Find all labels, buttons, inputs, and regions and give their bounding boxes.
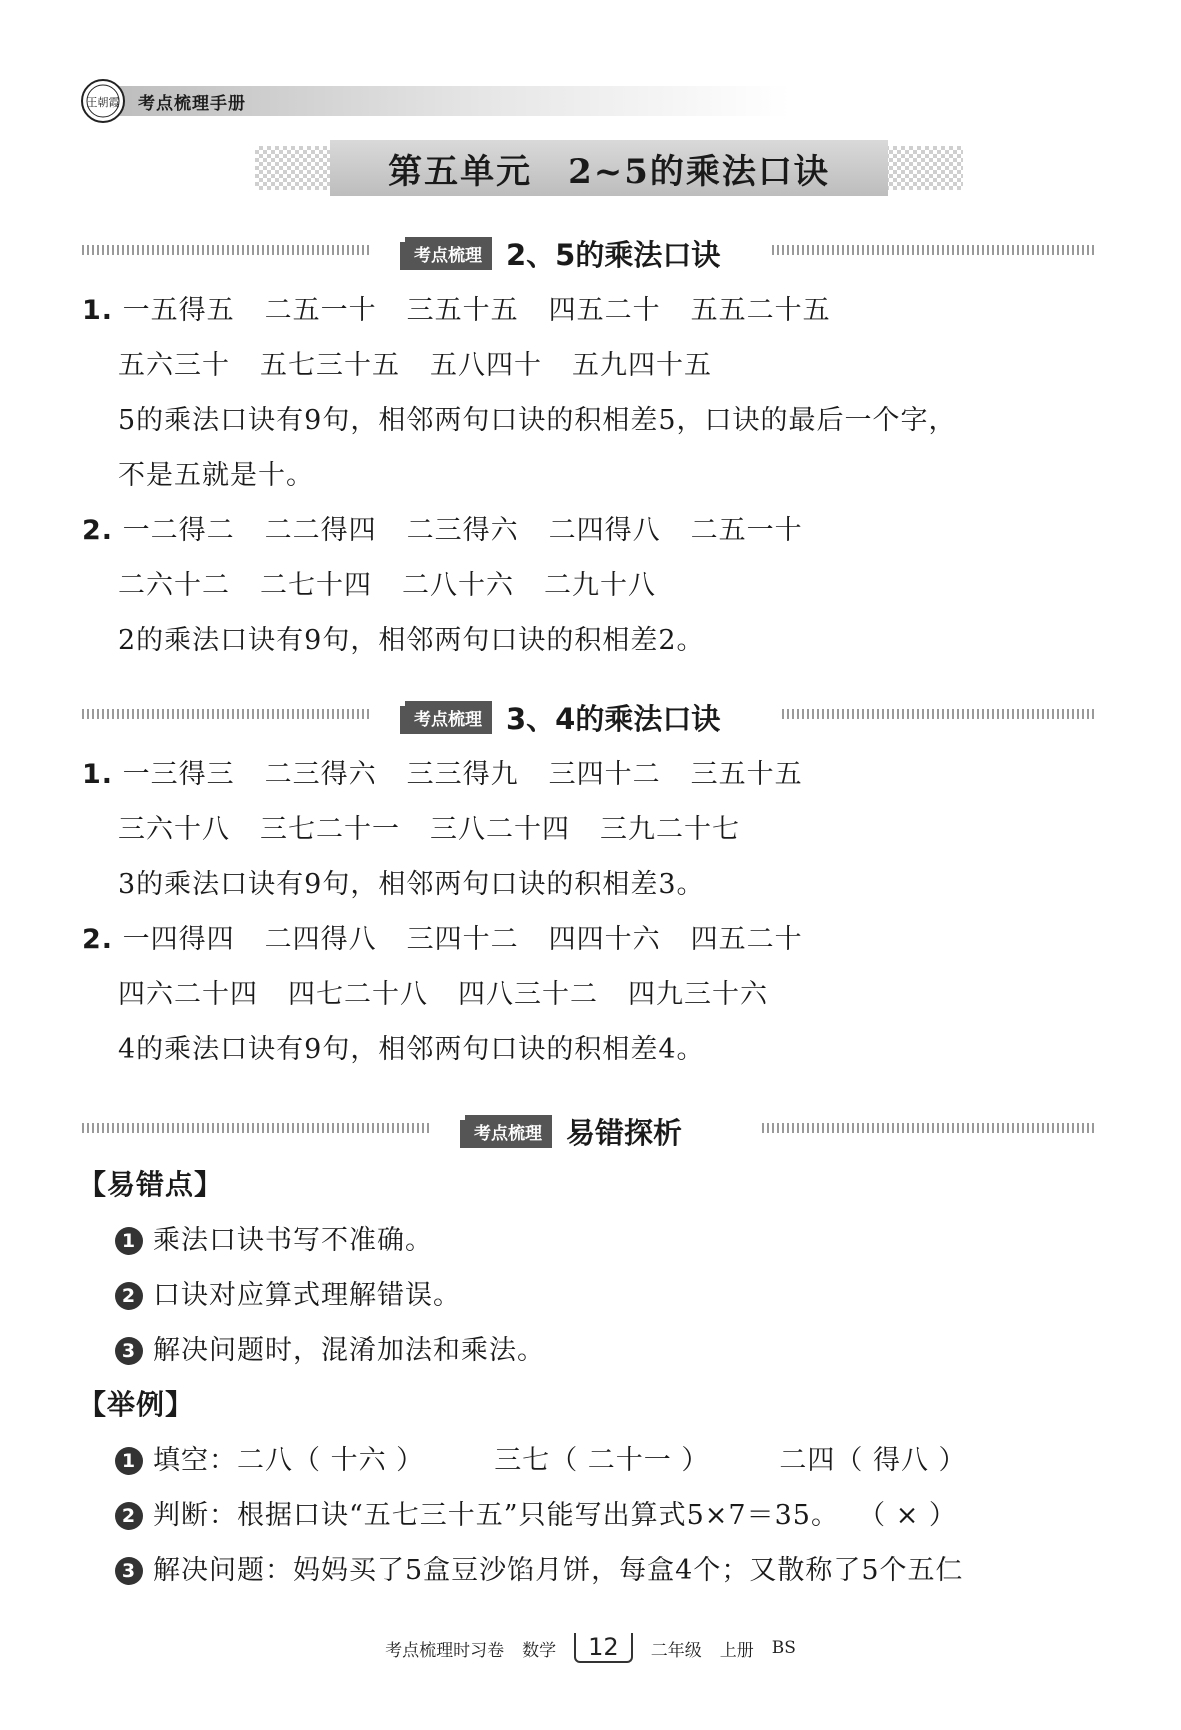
dotted-rule bbox=[782, 709, 1096, 719]
examples-heading: 【举例】 bbox=[78, 1388, 195, 1421]
error-point-text: 解决问题时，混淆加法和乘法。 bbox=[153, 1335, 545, 1366]
rhyme-row bbox=[82, 752, 833, 791]
circled-number: 3 bbox=[115, 1337, 143, 1365]
circled-number: 2 bbox=[115, 1502, 143, 1530]
footer-book: 考点梳理时习卷 bbox=[385, 1640, 505, 1661]
item-number: 1. bbox=[82, 295, 114, 326]
rhyme-row bbox=[118, 343, 742, 382]
example-prefix: 填空： bbox=[153, 1445, 237, 1476]
section-title: 2、5的乘法口诀 bbox=[506, 238, 721, 272]
rhyme: 四八三十二 bbox=[458, 979, 598, 1010]
dotted-rule bbox=[762, 1123, 1096, 1133]
item-number: 1. bbox=[82, 759, 114, 790]
rhyme: 五八四十 bbox=[430, 350, 542, 381]
rule-note: 3的乘法口诀有9句，相邻两句口诀的积相差3。 bbox=[118, 869, 705, 900]
question: 二八 bbox=[237, 1445, 293, 1476]
error-points-heading: 【易错点】 bbox=[78, 1168, 224, 1201]
rhyme: 一四得四 bbox=[122, 924, 235, 955]
circled-number: 1 bbox=[115, 1447, 143, 1475]
rhyme: 三四十二 bbox=[548, 759, 661, 790]
dotted-rule bbox=[82, 1123, 432, 1133]
footer-edition: BS bbox=[771, 1638, 796, 1658]
header-label: 考点梳理手册 bbox=[138, 94, 246, 114]
page-number: 12 bbox=[574, 1633, 633, 1663]
dotted-rule bbox=[82, 245, 372, 255]
rhyme: 四六二十四 bbox=[118, 979, 258, 1010]
error-point bbox=[115, 1328, 545, 1367]
rhyme: 二六十二 bbox=[118, 570, 230, 601]
example-fill-blank: 1 填空：二八（ 十六 ） 三七（ 二十一 ） 二四（ 得八 ） bbox=[115, 1438, 967, 1477]
rhyme-row bbox=[118, 563, 686, 602]
item-number: 2. bbox=[82, 924, 114, 955]
rhyme: 二八十六 bbox=[402, 570, 514, 601]
rule-note: 5的乘法口诀有9句，相邻两句口诀的积相差5，口诀的最后一个字， bbox=[118, 405, 957, 436]
rhyme-row bbox=[118, 807, 770, 846]
section-tag: 考点梳理 bbox=[400, 701, 492, 734]
section-title: 易错探析 bbox=[566, 1116, 683, 1150]
section-title: 3、4的乘法口诀 bbox=[506, 702, 721, 736]
section-tag: 考点梳理 bbox=[400, 237, 492, 270]
example-text: 判断：根据口诀“五七三十五”只能写出算式5×7＝35。 bbox=[153, 1500, 839, 1531]
question: 三七 bbox=[494, 1445, 551, 1476]
rhyme: 五七三十五 bbox=[260, 350, 400, 381]
error-point-text: 口诀对应算式理解错误。 bbox=[153, 1280, 461, 1311]
section-heading-3 bbox=[82, 1108, 1096, 1148]
footer-subject: 数学 bbox=[522, 1640, 557, 1661]
rhyme: 二四得八 bbox=[264, 924, 377, 955]
rhyme: 三六十八 bbox=[118, 814, 230, 845]
rhyme: 三七二十一 bbox=[260, 814, 400, 845]
rhyme: 三三得九 bbox=[406, 759, 519, 790]
rhyme-row bbox=[82, 508, 833, 547]
running-header bbox=[80, 78, 780, 122]
publisher-logo bbox=[80, 78, 126, 124]
rhyme: 三九二十七 bbox=[600, 814, 740, 845]
rule-note: 4的乘法口诀有9句，相邻两句口诀的积相差4。 bbox=[118, 1034, 705, 1065]
rule-note: 不是五就是十。 bbox=[118, 460, 314, 491]
error-point bbox=[115, 1218, 433, 1257]
question: 二四 bbox=[779, 1445, 836, 1476]
svg-text:王朝霞: 王朝霞 bbox=[86, 96, 120, 109]
dotted-rule bbox=[772, 245, 1096, 255]
circled-number: 1 bbox=[115, 1227, 143, 1255]
rhyme: 一五得五 bbox=[122, 295, 235, 326]
example-problem bbox=[115, 1548, 964, 1587]
rhyme: 四七二十八 bbox=[288, 979, 428, 1010]
rhyme: 三五十五 bbox=[690, 759, 803, 790]
error-point-text: 乘法口诀书写不准确。 bbox=[153, 1225, 433, 1256]
rhyme: 二三得六 bbox=[406, 515, 519, 546]
unit-title-banner bbox=[255, 140, 963, 196]
rhyme: 四四十六 bbox=[548, 924, 661, 955]
rhyme: 四五二十 bbox=[548, 295, 661, 326]
answer: × bbox=[895, 1500, 920, 1531]
circled-number: 2 bbox=[115, 1282, 143, 1310]
rhyme: 一二得二 bbox=[122, 515, 235, 546]
rhyme: 三八二十四 bbox=[430, 814, 570, 845]
answer: 二十一 bbox=[587, 1445, 672, 1476]
error-point bbox=[115, 1273, 461, 1312]
rhyme-row bbox=[118, 972, 798, 1011]
rhyme-row bbox=[82, 917, 833, 956]
footer-volume: 上册 bbox=[719, 1640, 754, 1661]
rhyme: 二九十八 bbox=[544, 570, 656, 601]
section-heading-1 bbox=[82, 230, 1096, 270]
example-text: 解决问题：妈妈买了5盒豆沙馅月饼，每盒4个；又散称了5个五仁 bbox=[153, 1555, 964, 1586]
item-number: 2. bbox=[82, 515, 114, 546]
rhyme: 二五一十 bbox=[264, 295, 377, 326]
rhyme: 二七十四 bbox=[260, 570, 372, 601]
rhyme-row bbox=[82, 288, 861, 327]
dotted-rule bbox=[82, 709, 372, 719]
section-heading-2 bbox=[82, 694, 1096, 734]
example-judge: 2 判断：根据口诀“五七三十五”只能写出算式5×7＝35。 （ × ） bbox=[115, 1493, 957, 1532]
rhyme: 四九三十六 bbox=[628, 979, 768, 1010]
unit-title: 第五单元 2~5的乘法口诀 bbox=[330, 140, 888, 196]
page-footer bbox=[0, 1628, 1181, 1668]
answer: 得八 bbox=[872, 1445, 929, 1476]
rhyme: 五六三十 bbox=[118, 350, 230, 381]
rhyme: 四五二十 bbox=[690, 924, 803, 955]
circled-number: 3 bbox=[115, 1557, 143, 1585]
rhyme: 五九四十五 bbox=[572, 350, 712, 381]
rhyme: 三四十二 bbox=[406, 924, 519, 955]
footer-grade: 二年级 bbox=[650, 1640, 702, 1661]
rhyme: 二二得四 bbox=[264, 515, 377, 546]
answer: 十六 bbox=[330, 1445, 387, 1476]
rhyme: 一三得三 bbox=[122, 759, 235, 790]
rhyme: 三五十五 bbox=[406, 295, 519, 326]
section-tag: 考点梳理 bbox=[460, 1115, 552, 1148]
rule-note: 2的乘法口诀有9句，相邻两句口诀的积相差2。 bbox=[118, 625, 705, 656]
rhyme: 二三得六 bbox=[264, 759, 377, 790]
rhyme: 五五二十五 bbox=[690, 295, 831, 326]
rhyme: 二五一十 bbox=[690, 515, 803, 546]
rhyme: 二四得八 bbox=[548, 515, 661, 546]
